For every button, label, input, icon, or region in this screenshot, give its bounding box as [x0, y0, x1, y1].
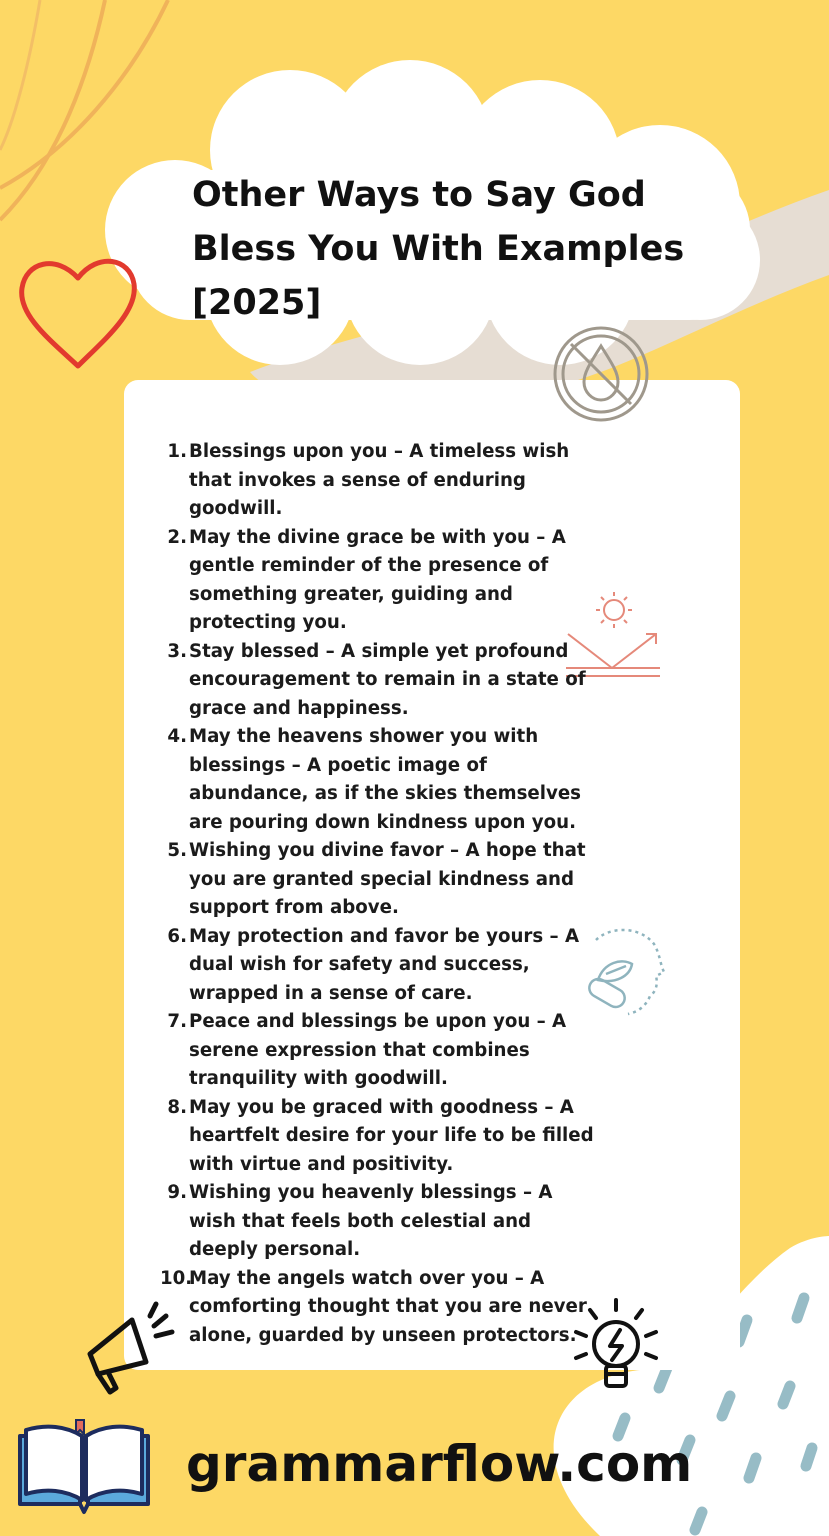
list-item: [160, 1179, 600, 1265]
item-number: 8.: [167, 1096, 187, 1118]
megaphone-icon: [80, 1300, 180, 1400]
item-text: May protection and favor be yours – A dual wish for safety and success, wrapped in a sense of care.: [189, 925, 580, 1004]
drop-prohibited-icon: [546, 326, 656, 422]
item-number: 9.: [167, 1182, 187, 1203]
item-text: Peace and blessings be upon you – A serene expression that combines tranquility with goodwill.: [189, 1011, 567, 1089]
list-item: [160, 524, 600, 638]
title-line: Other Ways to Say God: [192, 175, 646, 215]
item-number: 3.: [167, 640, 187, 662]
item-number: 2.: [167, 526, 187, 548]
lightbulb-icon: [570, 1296, 670, 1400]
item-number: 5.: [167, 840, 187, 861]
item-text: Wishing you heavenly blessings – A wish that feels both celestial and deeply personal.: [189, 1182, 553, 1260]
list-item: [160, 1008, 600, 1094]
list-item: [160, 837, 600, 923]
list-item: [160, 1265, 600, 1351]
decor-curve: [0, 0, 40, 150]
item-text: Blessings upon you – A timeless wish that invokes a sense of enduring goodwill.: [189, 441, 570, 519]
list-item: [160, 723, 600, 837]
item-text: May the heavens shower you with blessings – A poetic image of abundance, as if the skies themselves are pouring down kindness upon you.: [189, 726, 581, 833]
item-number: 7.: [167, 1011, 187, 1032]
decor-curve: [0, 0, 168, 188]
page-title: [192, 168, 752, 330]
item-number: 6.: [167, 925, 187, 947]
item-number: 1.: [167, 441, 187, 462]
item-text: Stay blessed – A simple yet profound encouragement to remain in a state of grace and happiness.: [189, 640, 586, 719]
item-text: May you be graced with goodness – A heartfelt desire for your life to be filled with virtue and positivity.: [189, 1096, 594, 1175]
title-line: [2025]: [192, 283, 322, 323]
title-line: Bless You With Examples: [192, 229, 685, 269]
list-item: [160, 1094, 600, 1180]
list-item: [160, 438, 600, 524]
item-text: May the divine grace be with you – A gentle reminder of the presence of something greater, guiding and protecting you.: [189, 526, 566, 633]
item-number: 4.: [167, 726, 187, 747]
heart-icon: [22, 261, 135, 366]
item-text: May the angels watch over you – A comforting thought that you are never alone, guarded by unseen protectors.: [189, 1267, 587, 1346]
item-text: Wishing you divine favor – A hope that you are granted special kindness and support from above.: [189, 840, 586, 918]
list-item: [160, 638, 600, 724]
site-url: grammarflow.com: [186, 1435, 693, 1493]
phrase-list: [160, 438, 600, 1350]
open-book-icon: [16, 1412, 152, 1516]
item-number: 10.: [160, 1267, 193, 1289]
list-item: [160, 923, 600, 1009]
